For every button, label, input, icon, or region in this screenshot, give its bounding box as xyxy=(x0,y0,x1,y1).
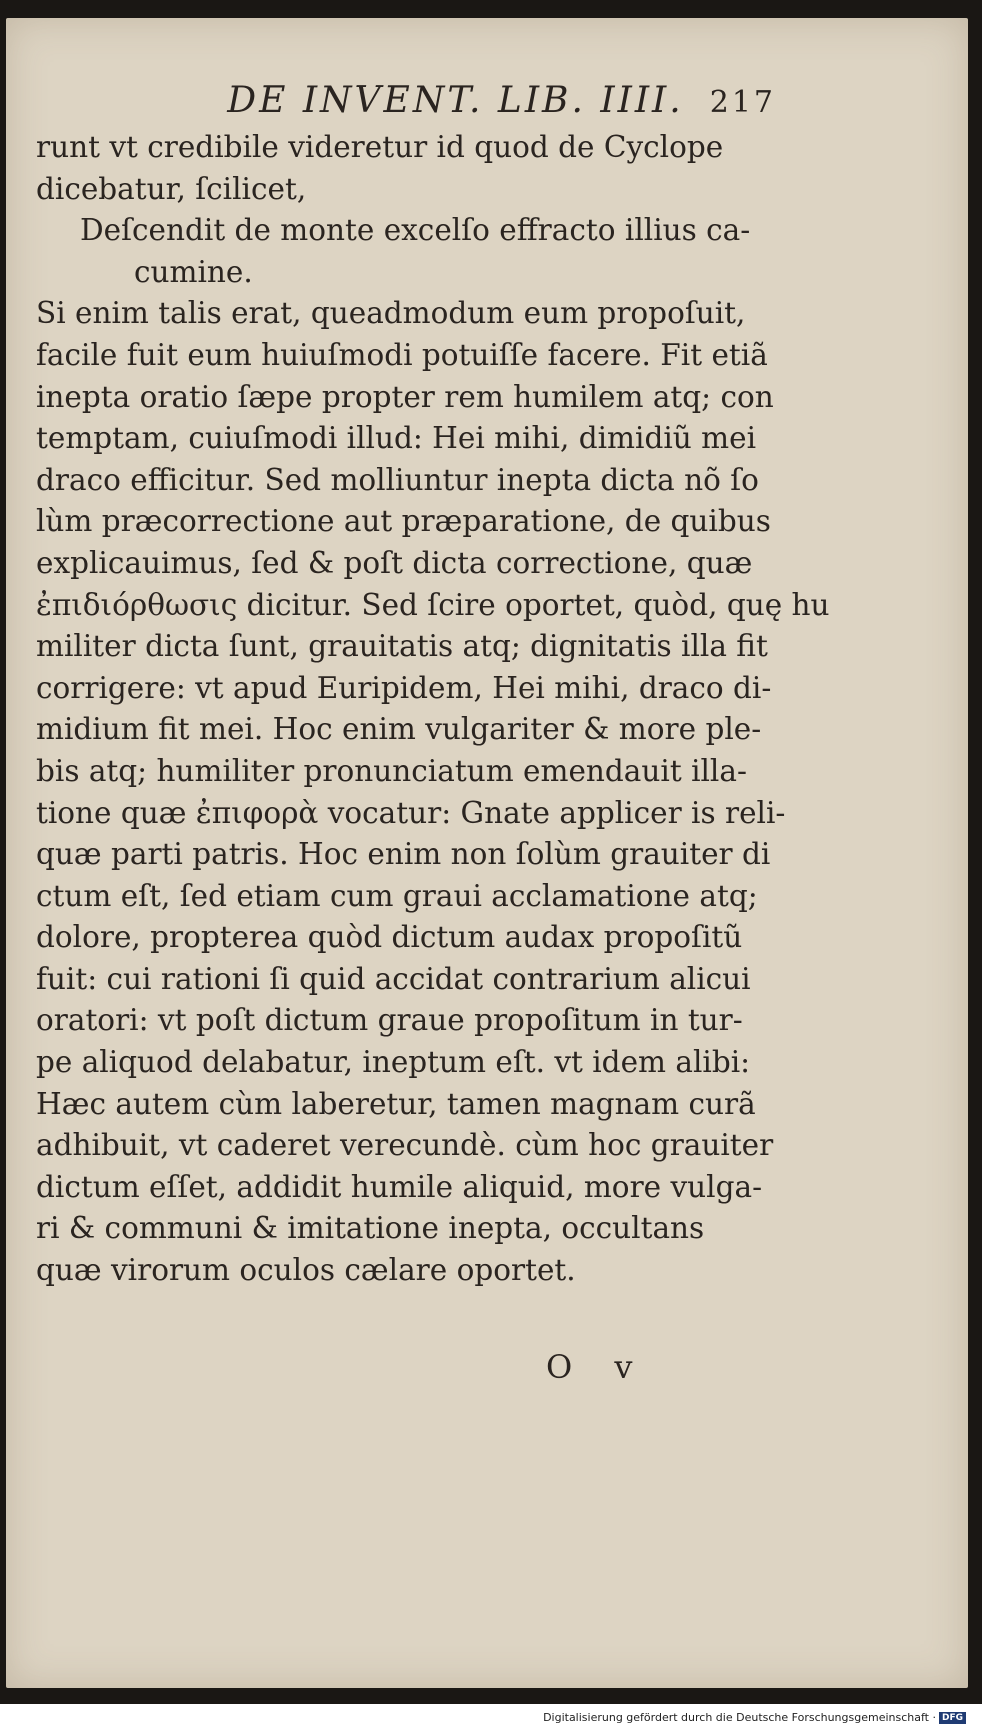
book-page xyxy=(6,18,968,1688)
text-line: midium fit mei. Hoc enim vulgariter & more ple- xyxy=(36,712,762,747)
text-line: pe aliquod delabatur, ineptum eſt. vt idem alibi: xyxy=(36,1045,751,1080)
text-line: ri & communi & imitatione inepta, occultans xyxy=(36,1211,705,1246)
text-line: militer dicta ſunt, grauitatis atq; dignitatis illa fit xyxy=(36,629,768,664)
running-head xyxy=(116,80,776,121)
text-line: Hæc autem cùm laberetur, tamen magnam curã xyxy=(36,1086,756,1121)
text-line: quæ parti patris. Hoc enim non ſolùm grauiter di xyxy=(36,837,771,872)
text-line: oratori: vt poſt dictum graue propoſitum in tur- xyxy=(36,1003,743,1038)
body-text xyxy=(36,127,830,1292)
digitization-credit xyxy=(543,1711,966,1724)
dfg-logo: DFG xyxy=(939,1712,966,1724)
text-line: dolore, propterea quòd dictum audax propoſitũ xyxy=(36,920,743,955)
text-line: explicauimus, ſed & poſt dicta correctione, quæ xyxy=(36,545,753,580)
running-title: DE INVENT. LIB. IIII. xyxy=(227,80,684,121)
catchword: O v xyxy=(546,1348,649,1386)
text-line: draco efficitur. Sed molliuntur inepta dicta nõ ſo xyxy=(36,462,759,497)
text-line: bis atq; humiliter pronunciatum emendauit illa- xyxy=(36,753,747,788)
text-line: ctum eſt, ſed etiam cum graui acclamatione atq; xyxy=(36,878,758,913)
text-line: corrigere: vt apud Euripidem, Hei mihi, draco di- xyxy=(36,670,772,705)
text-line: ἐπιδιόρθωσις dicitur. Sed ſcire oportet, quòd, quę hu xyxy=(36,587,830,622)
text-line: quæ virorum oculos cælare oportet. xyxy=(36,1253,576,1288)
text-line: cumine. xyxy=(134,254,253,289)
text-line: adhibuit, vt caderet verecundè. cùm hoc grauiter xyxy=(36,1128,774,1163)
text-line: inepta oratio ſæpe propter rem humilem atq; con xyxy=(36,379,774,414)
text-line: dicebatur, ſcilicet, xyxy=(36,171,307,206)
page-number: 217 xyxy=(709,85,776,120)
text-line: dictum eſſet, addidit humile aliquid, more vulga- xyxy=(36,1169,763,1204)
text-line: temptam, cuiuſmodi illud: Hei mihi, dimidiũ mei xyxy=(36,421,757,456)
text-line: Deſcendit de monte excelſo effracto illius ca- xyxy=(80,213,751,248)
text-line: fuit: cui rationi ſi quid accidat contrarium alicui xyxy=(36,961,751,996)
credit-text: Digitalisierung gefördert durch die Deutsche Forschungsgemeinschaft · xyxy=(543,1711,936,1724)
text-line: runt vt credibile videretur id quod de Cyclope xyxy=(36,130,724,164)
text-line: Si enim talis erat, queadmodum eum propoſuit, xyxy=(36,296,746,331)
page-content xyxy=(36,80,830,1292)
text-line: tione quæ ἐπιφορὰ vocatur: Gnate applicer is reli- xyxy=(36,795,786,830)
text-line: facile fuit eum huiuſmodi potuiſſe facere. Fit etiã xyxy=(36,337,768,372)
text-line: lùm præcorrectione aut præparatione, de quibus xyxy=(36,504,771,539)
